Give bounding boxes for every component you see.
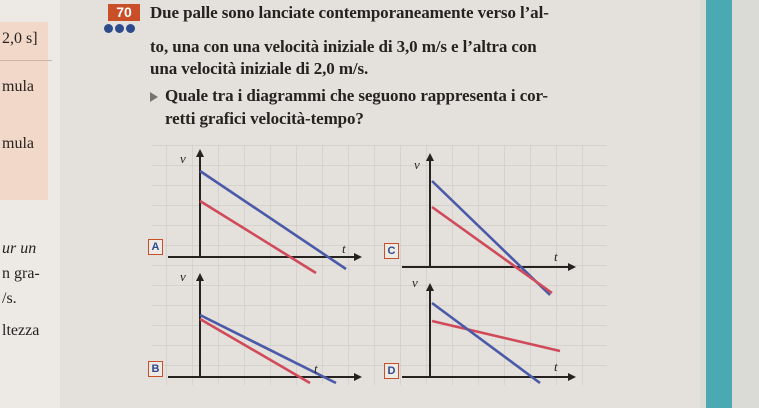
margin-fragment: /s.: [2, 290, 17, 307]
graphs-area: [140, 145, 610, 390]
margin-highlight: [0, 22, 48, 200]
question-text-line: retti grafici velocità-tempo?: [165, 109, 364, 128]
exercise-number: 70: [108, 4, 140, 21]
exercise-text-line: una velocità iniziale di 2,0 m/s.: [150, 59, 369, 78]
question-arrow-icon: [150, 92, 158, 102]
difficulty-dot-icon: [104, 24, 113, 33]
panel-b-x-label: t: [314, 361, 318, 376]
left-page-margin: [0, 0, 60, 408]
margin-fragment: ltezza: [2, 322, 40, 339]
panel-b-y-label: v: [180, 269, 186, 284]
margin-fragment: mula: [2, 78, 34, 95]
teal-side-bar: [706, 0, 732, 408]
graphs-svg: [140, 145, 610, 385]
panel-d-y-label: v: [412, 275, 418, 290]
difficulty-dots: [104, 20, 148, 30]
panel-d-label: D: [384, 363, 399, 379]
panel-c-y-label: v: [414, 157, 420, 172]
exercise-text-line: to, una con una velocità iniziale di 3,0 m/s e l’altra con: [150, 37, 537, 56]
difficulty-dot-icon: [126, 24, 135, 33]
grid-background: [152, 145, 607, 385]
margin-fragment: n gra-: [2, 265, 40, 282]
panel-a-x-label: t: [342, 241, 346, 256]
difficulty-dot-icon: [115, 24, 124, 33]
panel-a-y-label: v: [180, 151, 186, 166]
panel-c-label: C: [384, 243, 399, 259]
exercise-text-line: Due palle sono lanciate contemporaneamente verso l’al-: [150, 3, 549, 22]
margin-fragment: 2,0 s]: [2, 30, 38, 47]
panel-b-label: B: [148, 361, 163, 377]
panel-a-label: A: [148, 239, 163, 255]
question-text-line: Quale tra i diagrammi che seguono rappresenta i cor-: [165, 86, 548, 105]
margin-rule: [0, 60, 52, 61]
panel-c-x-label: t: [554, 249, 558, 264]
margin-fragment: ur un: [2, 240, 37, 257]
margin-fragment: mula: [2, 135, 34, 152]
panel-d-x-label: t: [554, 359, 558, 374]
